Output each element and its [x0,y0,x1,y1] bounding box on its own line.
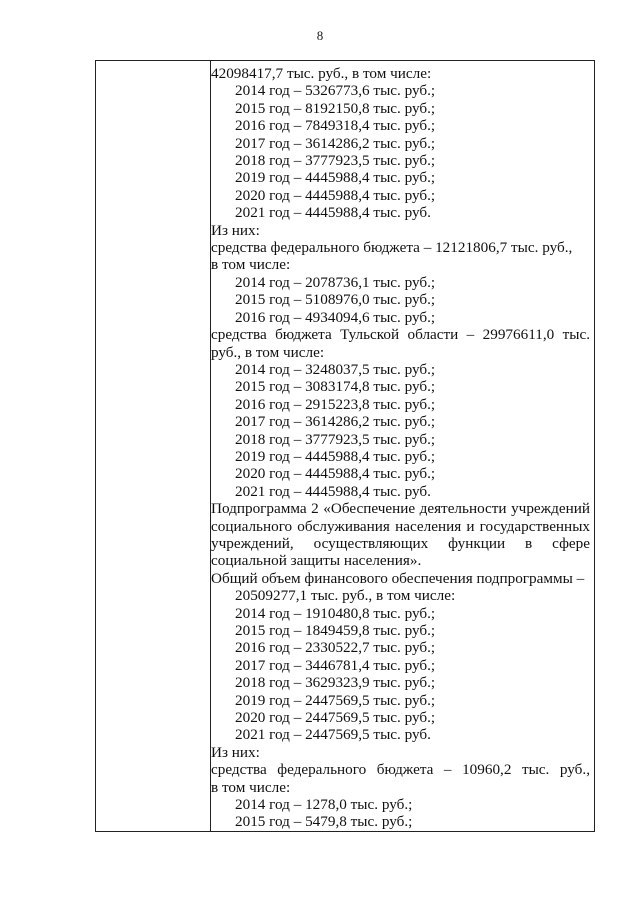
sub-year-2018: 2018 год – 3629323,9 тыс. руб.; [235,674,436,692]
regional-year-2015: 2015 год – 3083174,8 тыс. руб.; [235,378,436,396]
funding-total-amount: 20509277,1 тыс. руб., в том числе: [235,587,456,605]
subprogram-title-line-4: социальной защиты населения». [211,552,422,570]
total-year-2017: 2017 год – 3614286,2 тыс. руб.; [235,134,436,152]
sub-year-2014: 2014 год – 1910480,8 тыс. руб.; [235,604,436,622]
page-number: 8 [316,28,324,43]
regional-budget-including: руб., в том числе: [211,343,325,361]
total-year-2020: 2020 год – 4445988,4 тыс. руб.; [235,186,436,204]
funding-total-line: Общий объем финансового обеспечения подпрограммы – [211,569,585,587]
of-them-heading-2: Из них: [211,743,260,761]
subprogram-title-line-1: Подпрограмма 2 «Обеспечение деятельности учреждений [211,500,590,518]
total-year-2018: 2018 год – 3777923,5 тыс. руб.; [235,152,436,170]
regional-year-2021: 2021 год – 4445988,4 тыс. руб. [235,482,431,500]
regional-year-2019: 2019 год – 4445988,4 тыс. руб.; [235,447,436,465]
subprogram-title-line-3: учреждений, осуществляющих функции в сфере [211,534,590,552]
total-year-2015: 2015 год – 8192150,8 тыс. руб.; [235,99,436,117]
federal-budget-line-2: средства федерального бюджета – 10960,2 тыс. руб., [211,761,590,779]
federal-year-2014: 2014 год – 2078736,1 тыс. руб.; [235,273,436,291]
regional-year-2018: 2018 год – 3777923,5 тыс. руб.; [235,430,436,448]
regional-year-2014: 2014 год – 3248037,5 тыс. руб.; [235,360,436,378]
table-left-column [96,61,211,831]
federal-budget-including-2: в том числе: [211,778,291,796]
sub-year-2019: 2019 год – 2447569,5 тыс. руб.; [235,691,436,709]
federal-budget-including: в том числе: [211,256,291,274]
regional-year-2020: 2020 год – 4445988,4 тыс. руб.; [235,465,436,483]
regional-year-2016: 2016 год – 2915223,8 тыс. руб.; [235,395,436,413]
sub-year-2020: 2020 год – 2447569,5 тыс. руб.; [235,709,436,727]
budget-table [95,60,595,832]
regional-budget-line: средства бюджета Тульской области – 29976611,0 тыс. [211,326,590,344]
sub-year-2017: 2017 год – 3446781,4 тыс. руб.; [235,656,436,674]
federal-budget-line: средства федерального бюджета – 12121806,7 тыс. руб., [211,239,573,257]
total-year-2021: 2021 год – 4445988,4 тыс. руб. [235,204,431,222]
sub-year-2015: 2015 год – 1849459,8 тыс. руб.; [235,622,436,639]
total-year-2016: 2016 год – 7849318,4 тыс. руб.; [235,117,436,135]
federal2-year-2014: 2014 год – 1278,0 тыс. руб.; [235,796,413,814]
sub-year-2021: 2021 год – 2447569,5 тыс. руб. [235,726,431,744]
sub-year-2016: 2016 год – 2330522,7 тыс. руб.; [235,639,436,657]
subprogram-title-line-2: социального обслуживания населения и государственных [211,517,590,535]
total-intro: 42098417,7 тыс. руб., в том числе: [211,65,432,82]
table-right-column [211,65,590,831]
of-them-heading: Из них: [211,221,260,239]
federal-year-2016: 2016 год – 4934094,6 тыс. руб.; [235,308,436,326]
total-year-2019: 2019 год – 4445988,4 тыс. руб.; [235,169,436,187]
federal2-year-2015: 2015 год – 5479,8 тыс. руб.; [235,813,413,831]
regional-year-2017: 2017 год – 3614286,2 тыс. руб.; [235,413,436,431]
federal-year-2015: 2015 год – 5108976,0 тыс. руб.; [235,291,436,309]
total-year-2014: 2014 год – 5326773,6 тыс. руб.; [235,82,436,100]
